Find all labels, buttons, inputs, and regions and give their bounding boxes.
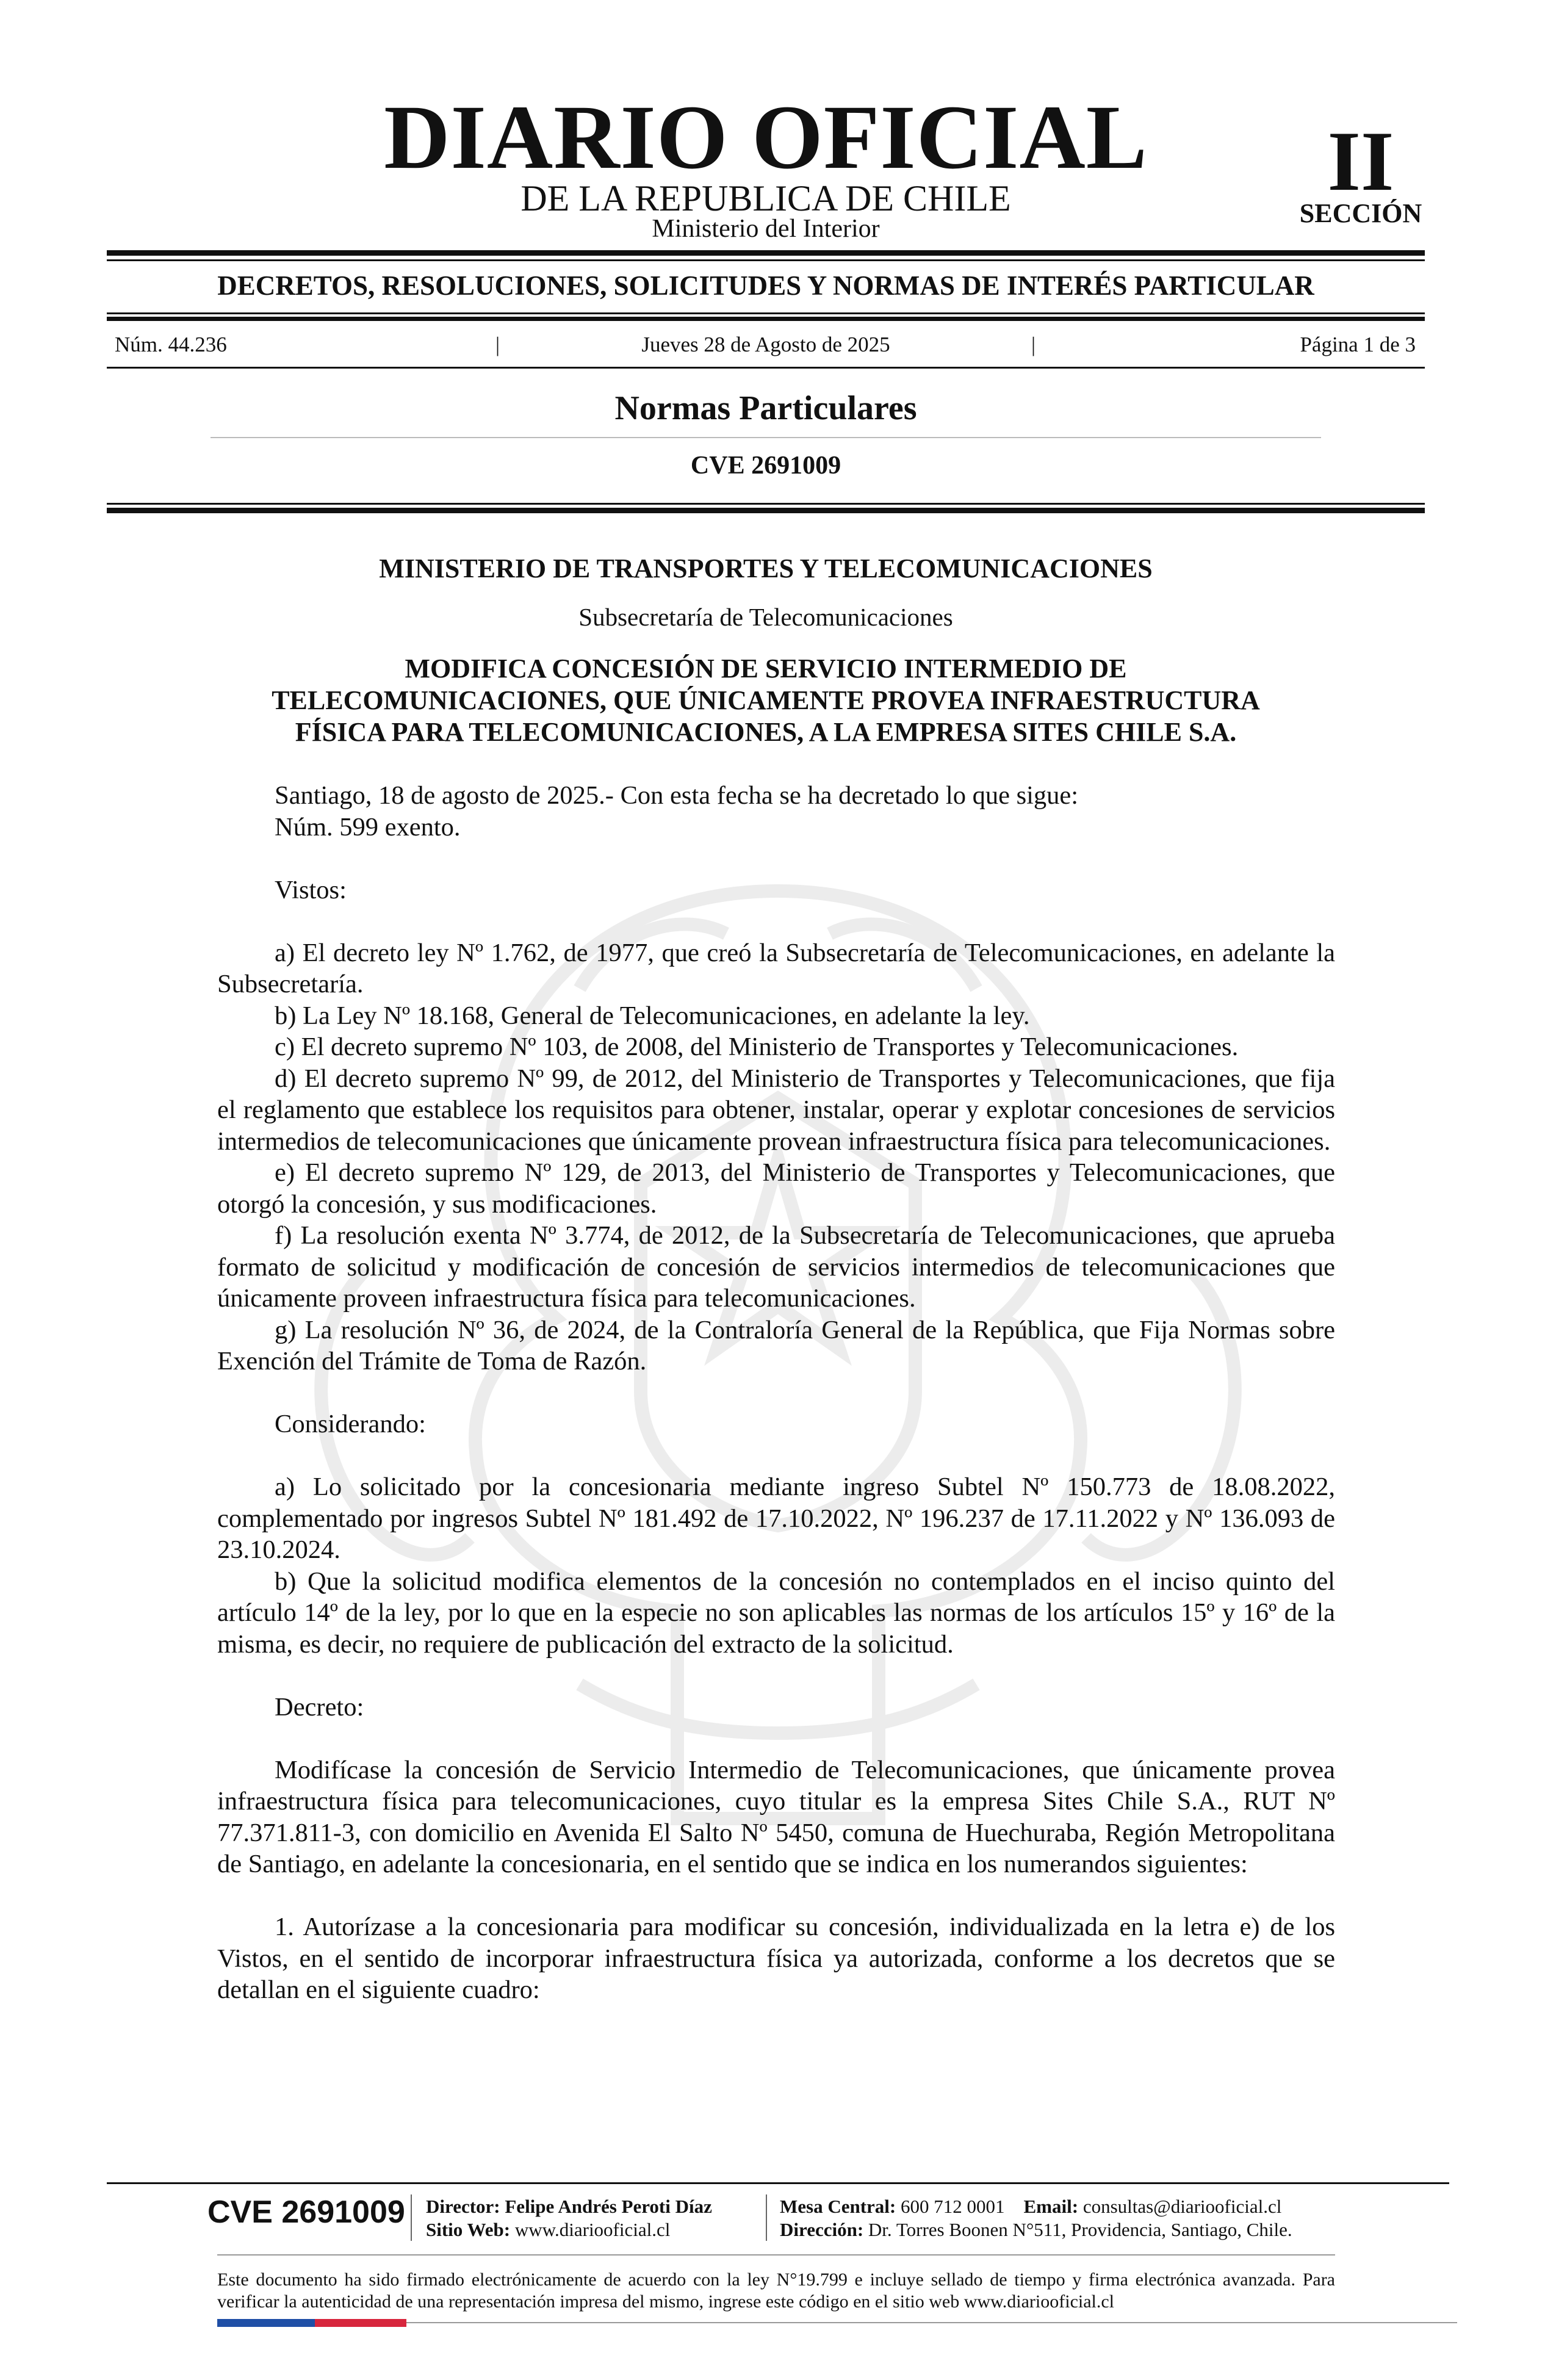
- footer-rule: [107, 2182, 1449, 2184]
- visto-item: a) El decreto ley Nº 1.762, de 1977, que creó la Subsecretaría de Telecomunicaciones, en adelante la Subsecretaría.: [217, 938, 1335, 998]
- info-separator: |: [495, 333, 500, 356]
- address-label: Dirección:: [780, 2219, 864, 2240]
- cve-rule-thin: [107, 503, 1425, 505]
- decree-title-line: FÍSICA PARA TELECOMUNICACIONES, A LA EMPRESA SITES CHILE S.A.: [295, 717, 1237, 747]
- decree-title-line: TELECOMUNICACIONES, QUE ÚNICAMENTE PROVEA INFRAESTRUCTURA: [272, 685, 1260, 715]
- phone-value: 600 712 0001: [901, 2196, 1005, 2217]
- considerando-item: b) Que la solicitud modifica elementos de la concesión no contemplados en el inciso quinto del artículo 14º de la ley, por lo que en la especie no son aplicables las normas de los artículos 15º y 16º de la misma, es decir, no requiere de publicación del extracto de la solicitud.: [217, 1567, 1335, 1659]
- masthead-ministry: Ministerio del Interior: [652, 215, 880, 243]
- section-rule-thin: [107, 312, 1425, 314]
- considerando-heading: Considerando:: [275, 1410, 426, 1438]
- vistos-heading: Vistos:: [275, 875, 347, 904]
- website-link[interactable]: www.diariooficial.cl: [514, 2219, 671, 2240]
- decreto-text: Modifícase la concesión de Servicio Intermedio de Telecomunicaciones, que únicamente provea infraestructura física para telecomunicaciones, cuyo titular es la empresa Sites Chile S.A., RUT Nº 77.371.811-3, con domicilio en Avenida El Salto Nº 5450, comuna de Huechuraba, Región Metropolitana de Santiago, en adelante la concesionaria, en el sentido que se indica en los numerandos siguientes:: [217, 1755, 1335, 1878]
- visto-item: b) La Ley Nº 18.168, General de Telecomunicaciones, en adelante la ley.: [275, 1001, 1030, 1030]
- flag-stripe-red: [315, 2319, 406, 2327]
- visto-item: f) La resolución exenta Nº 3.774, de 2012, de la Subsecretaría de Telecomunicaciones, que aprueba formato de solicitud y modificación de concesión de servicios intermedios de telecomunicaciones que únicamente proveen infraestructura física para telecomunicaciones.: [217, 1221, 1335, 1313]
- cve-rule-thick: [107, 508, 1425, 513]
- header-rule-thick: [107, 250, 1425, 256]
- decree-title: [107, 653, 1425, 748]
- norm-title: Normas Particulares: [614, 389, 917, 427]
- considerando-item: a) Lo solicitado por la concesionaria mediante ingreso Subtel Nº 150.773 de 18.08.2022, complementado por ingresos Subtel Nº 181.492 de 17.10.2022, Nº 196.237 de 17.11.2022 y Nº 136.093 de 23.10.2024.: [217, 1473, 1335, 1564]
- header-rule-thin: [107, 259, 1425, 261]
- page-indicator: Página 1 de 3: [1300, 333, 1416, 356]
- email-label: Email:: [1023, 2196, 1079, 2217]
- footer-director-block: [426, 2195, 712, 2241]
- website-label: Sitio Web:: [426, 2219, 511, 2240]
- director-label: Director:: [426, 2196, 500, 2217]
- section-number: II: [1327, 114, 1394, 209]
- section-label: SECCIÓN: [1299, 198, 1422, 228]
- email-link[interactable]: consultas@diariooficial.cl: [1082, 2196, 1282, 2217]
- cve-code: CVE 2691009: [690, 452, 841, 480]
- address-value: Dr. Torres Boonen N°511, Providencia, Santiago, Chile.: [868, 2219, 1292, 2240]
- decreto-item-1: 1. Autorízase a la concesionaria para modificar su concesión, individualizada en la letra e) de los Vistos, en el sentido de incorporar infraestructura física ya autorizada, conforme a los decretos que se detallan en el siguiente cuadro:: [217, 1913, 1335, 2004]
- flag-stripe-blue: [217, 2319, 315, 2327]
- visto-item: c) El decreto supremo Nº 103, de 2008, del Ministerio de Transportes y Telecomunicaciones.: [275, 1033, 1239, 1061]
- section-rule-thick: [107, 317, 1425, 321]
- electronic-signature-note: Este documento ha sido firmado electrónicamente de acuerdo con la ley N°19.799 e incluye sellado de tiempo y firma electrónica avanzada. Para verificar la autenticidad de una representación impresa del mismo, ingrese este código en el sitio web www.diariooficial.cl: [217, 2270, 1335, 2312]
- section-heading: DECRETOS, RESOLUCIONES, SOLICITUDES Y NORMAS DE INTERÉS PARTICULAR: [217, 270, 1314, 301]
- info-separator: |: [1031, 333, 1036, 356]
- visto-item: e) El decreto supremo Nº 129, de 2013, del Ministerio de Transportes y Telecomunicaciones, que otorgó la concesión, y sus modificaciones.: [217, 1158, 1335, 1219]
- masthead-title: DIARIO OFICIAL: [384, 87, 1148, 188]
- visto-item: d) El decreto supremo Nº 99, de 2012, del Ministerio de Transportes y Telecomunicaciones, que fija el reglamento que establece los requisitos para obtener, instalar, operar y explotar concesiones de servicios intermedios de telecomunicaciones que únicamente provean infraestructura física para telecomunicaciones.: [217, 1064, 1335, 1156]
- decree-body: [217, 780, 1335, 2006]
- issue-number: Núm. 44.236: [115, 333, 227, 356]
- director-name: Felipe Andrés Peroti Díaz: [505, 2196, 712, 2217]
- masthead-subtitle: DE LA REPUBLICA DE CHILE: [520, 178, 1011, 218]
- footer-rule-2: [217, 2254, 1335, 2256]
- issuing-subsecretaria: Subsecretaría de Telecomunicaciones: [578, 603, 953, 631]
- footer-divider: [411, 2194, 412, 2241]
- norm-title-underline: [211, 437, 1321, 438]
- phone-label: Mesa Central:: [780, 2196, 896, 2217]
- footer-divider: [766, 2194, 767, 2241]
- footer-contact-block: [780, 2195, 1292, 2241]
- decreto-heading: Decreto:: [275, 1692, 364, 1722]
- footer-cve-code: CVE 2691009: [207, 2194, 405, 2230]
- infobar-rule: [107, 367, 1425, 369]
- issuing-ministry: MINISTERIO DE TRANSPORTES Y TELECOMUNICACIONES: [379, 554, 1153, 583]
- visto-item: g) La resolución Nº 36, de 2024, de la Contraloría General de la República, que Fija Normas sobre Exención del Trámite de Toma de Razón.: [217, 1315, 1335, 1376]
- decree-title-line: MODIFICA CONCESIÓN DE SERVICIO INTERMEDIO DE: [405, 654, 1127, 683]
- decree-number: Núm. 599 exento.: [275, 812, 461, 842]
- footer-bottom-rule: [406, 2322, 1457, 2323]
- issue-date: Jueves 28 de Agosto de 2025: [641, 333, 890, 356]
- place-date: Santiago, 18 de agosto de 2025.- Con esta fecha se ha decretado lo que sigue:: [275, 781, 1079, 810]
